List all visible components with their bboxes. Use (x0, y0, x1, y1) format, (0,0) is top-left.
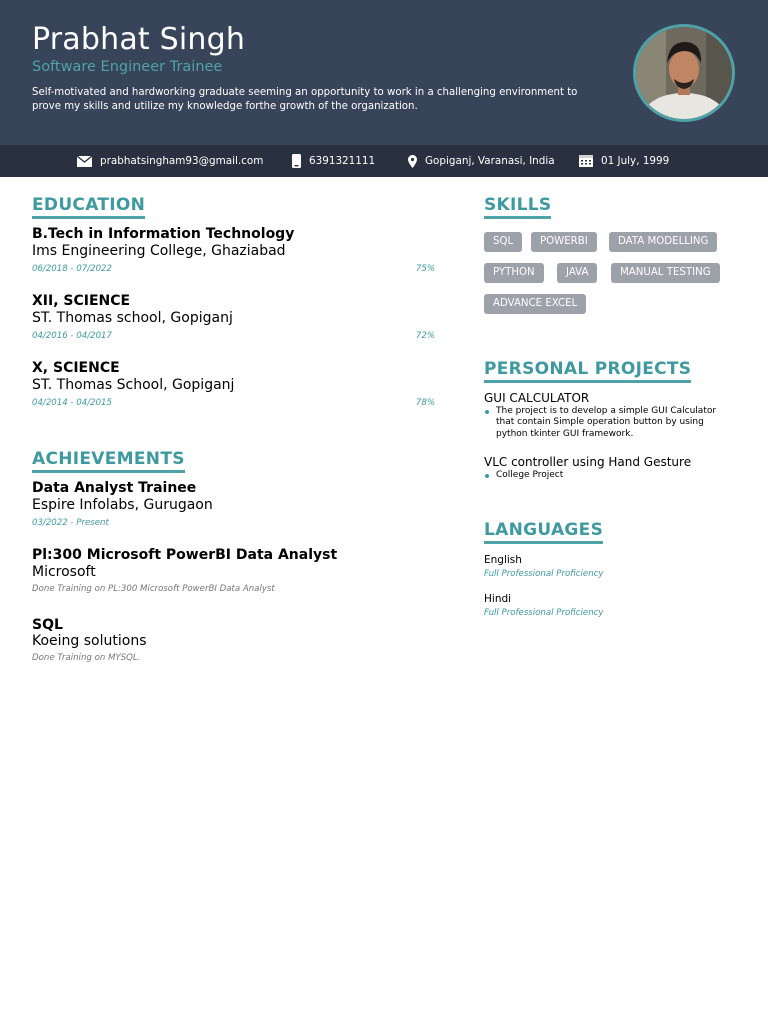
contact-phone[interactable] (292, 145, 375, 177)
achievement-note: Done Training on MYSQL. (32, 653, 141, 663)
education-dates: 06/2018 - 07/2022 (32, 264, 112, 274)
education-school: Ims Engineering College, Ghaziabad (32, 243, 286, 259)
candidate-name: Prabhat Singh (32, 22, 246, 57)
skill-tag: SQL (484, 232, 522, 252)
contact-email[interactable] (77, 145, 263, 177)
achievement-org: Espire Infolabs, Gurugaon (32, 497, 213, 513)
skill-tag: PYTHON (484, 263, 544, 283)
achievement-dates: 03/2022 - Present (32, 518, 109, 528)
language-level: Full Professional Proficiency (484, 608, 604, 618)
project-name: VLC controller using Hand Gesture (484, 455, 692, 469)
envelope-icon (77, 156, 92, 167)
language-name: Hindi (484, 593, 512, 605)
language-level: Full Professional Proficiency (484, 569, 604, 579)
skill-tag: DATA MODELLING (609, 232, 717, 252)
profile-photo (633, 24, 735, 122)
bullet-icon (485, 410, 489, 414)
education-school: ST. Thomas school, Gopiganj (32, 310, 233, 326)
achievement-title: Data Analyst Trainee (32, 480, 197, 496)
location-text: Gopiganj, Varanasi, India (425, 155, 555, 167)
achievement-org: Microsoft (32, 564, 96, 580)
location-pin-icon (408, 155, 417, 168)
project-name: GUI CALCULATOR (484, 391, 590, 405)
achievement-org: Koeing solutions (32, 633, 147, 649)
languages-heading: LANGUAGES (484, 520, 603, 544)
education-heading: EDUCATION (32, 195, 145, 219)
education-degree: XII, SCIENCE (32, 293, 131, 309)
education-grade: 78% (415, 398, 435, 408)
language-name: English (484, 554, 522, 566)
skill-tag: JAVA (557, 263, 597, 283)
education-grade: 72% (415, 331, 435, 341)
achievement-title: SQL (32, 617, 63, 633)
achievement-note: Done Training on PL:300 Microsoft PowerBI Data Analyst (32, 584, 275, 594)
education-grade: 75% (415, 264, 435, 274)
skill-tag: ADVANCE EXCEL (484, 294, 586, 314)
contact-location (408, 145, 555, 177)
projects-heading: PERSONAL PROJECTS (484, 359, 691, 383)
achievements-heading: ACHIEVEMENTS (32, 449, 185, 473)
skill-tag: MANUAL TESTING (611, 263, 720, 283)
dob-text: 01 July, 1999 (601, 155, 670, 167)
bullet-icon (485, 474, 489, 478)
profile-photo-image (636, 27, 732, 119)
education-school: ST. Thomas School, Gopiganj (32, 377, 235, 393)
skill-tag: POWERBI (531, 232, 597, 252)
achievement-title: Pl:300 Microsoft PowerBI Data Analyst (32, 547, 338, 563)
education-degree: X, SCIENCE (32, 360, 120, 376)
header (0, 0, 768, 145)
education-dates: 04/2014 - 04/2015 (32, 398, 112, 408)
job-title: Software Engineer Trainee (32, 59, 223, 75)
phone-icon (292, 154, 301, 168)
project-description: College Project (496, 470, 564, 480)
email-text: prabhatsingham93@gmail.com (100, 155, 264, 167)
profile-summary: Self-motivated and hardworking graduate seeming an opportunity to work in a challenging environment to prove my skills and utilize my knowledge forthe growth of the organization. (32, 87, 578, 112)
calendar-icon (579, 155, 593, 167)
education-dates: 04/2016 - 04/2017 (32, 331, 112, 341)
contact-bar (0, 145, 768, 177)
phone-text: 6391321111 (309, 155, 376, 167)
education-degree: B.Tech in Information Technology (32, 226, 295, 242)
contact-dob (579, 145, 669, 177)
skills-heading: SKILLS (484, 195, 551, 219)
project-description: The project is to develop a simple GUI Calculator that contain Simple operation button by using python tkinter GUI framework. (496, 406, 717, 439)
